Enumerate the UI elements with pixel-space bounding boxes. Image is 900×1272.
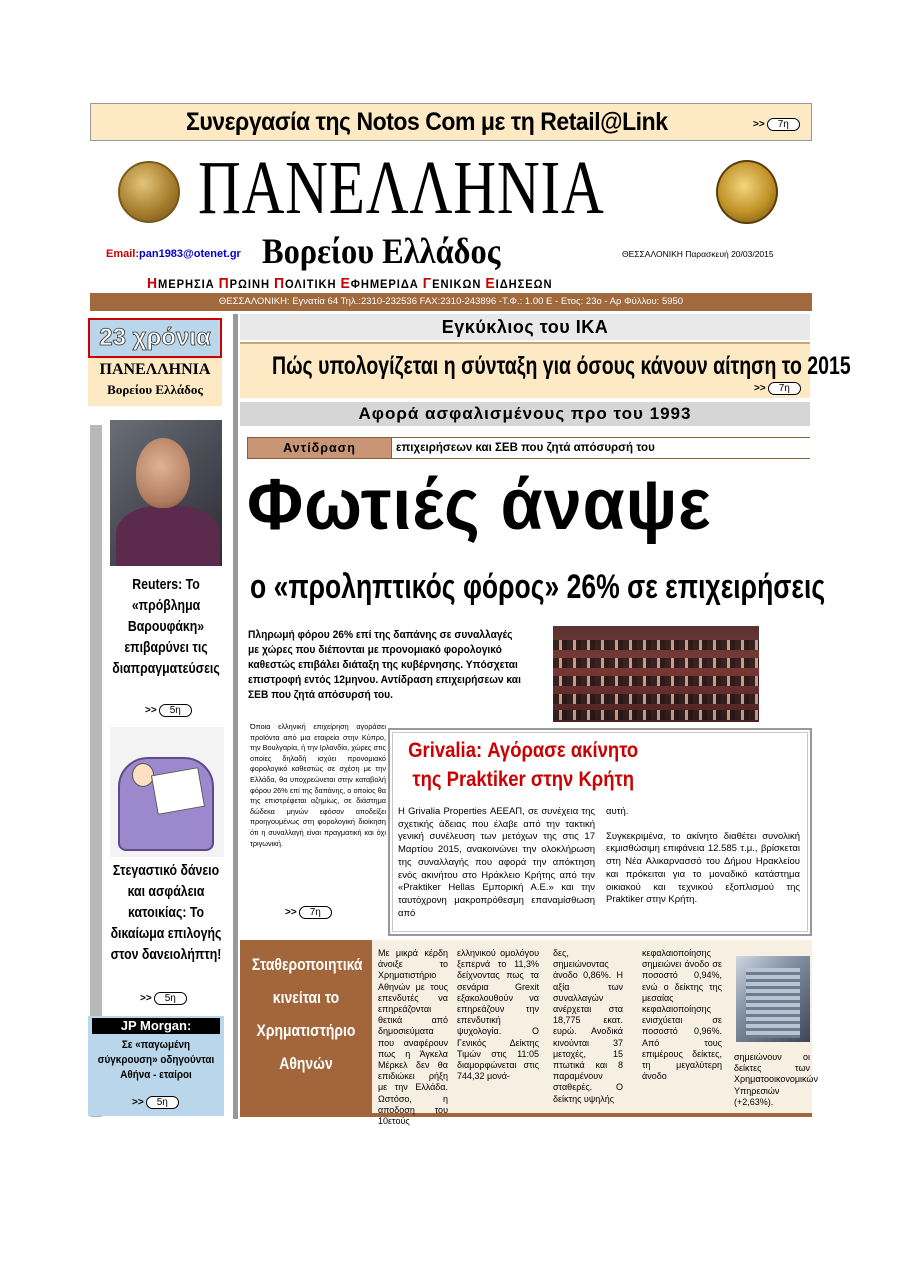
tagline-word: ΡΩΙΝΗ <box>229 277 274 291</box>
grivalia-headline[interactable] <box>400 736 646 794</box>
main-column-rule <box>233 314 238 1119</box>
lead-headline[interactable]: Φωτιές άναψε <box>247 465 712 545</box>
tagline-cap: Η <box>147 275 159 292</box>
publication-info-bar: ΘΕΣΣΑΛΟΝΙΚΗ: Εγνατία 64 Τηλ.:2310-232536 FAX:2310-243896 -Τ.Φ.: 1.00 Ε - Ετος: 23ο - Αρ Φύλλου: 5950 <box>90 293 812 311</box>
jp-morgan-title[interactable]: JP Morgan: <box>92 1018 220 1034</box>
athens-exchange-photo[interactable] <box>736 956 810 1042</box>
paper-name: ΠΑΝΕΛΛΗΝΙΑ <box>99 361 211 378</box>
ref-page: 7η <box>299 906 332 919</box>
market-column-2: ελληνικού ομολόγου ξεπερνά το 11,3% δείχνοντας πως τα σενάρια Grexit εξακολουθούν να επηρεάζουν την επενδυτική ψυχολογία. Ο Γενικός Δείκτης Τιμών στις 11:05 διαμορφώνεται στις 744,32 μονά- <box>457 948 539 1082</box>
varoufakis-photo[interactable] <box>110 420 222 566</box>
photo-figure-body <box>116 506 220 566</box>
dateline: ΘΕΣΣΑΛΟΝΙΚΗ Παρασκευή 20/03/2015 <box>622 249 774 259</box>
grivalia-headline-line-2[interactable]: της Praktiker στην Κρήτη <box>412 768 635 791</box>
tagline-word: ΜΕΡΗΣΙΑ <box>158 277 219 291</box>
ancient-coin-logo-right <box>716 160 778 224</box>
tagline-cap: Γ <box>422 275 433 292</box>
market-column-3: δες, σημειώνοντας άνοδο 0,86%. Η αξία των συναλλαγών ανέρχεται στα 18,775 εκατ. ευρώ. Ανοδικά κινούνται 37 μετοχές, 15 πτωτικά και 8 παραμένουν σταθερές. Ο δείκτης υψηλής <box>553 948 623 1104</box>
parliament-photo[interactable] <box>553 626 759 722</box>
ref-arrow: >> <box>753 119 765 130</box>
photo-row <box>553 676 759 686</box>
lead-body-text: Όποια ελληνική επιχείρηση αγοράσει προϊόντα από μια εταιρεία στην Κύπρο, την Βουλγαρία, ή την Ιρλανδία, χώρες στις οποίες δηλαδή ισχύει προνομιακό φορολογικό καθεστώς σε σχέση με την Ελλάδα, θα υποχρεώνεται στην καταβολή φόρου 26% επί της δαπάνης, ο οποίος θα της επιστρέφεται αζημίως, σε διάστημα δώδεκα μηνών εφόσον αποδείξει προηγουμένως στη φορολογική διοίκηση ότι η συναλλαγή είναι πραγματική και όχι τριγωνική. <box>250 722 386 848</box>
market-column-4: κεφαλαιοποίησης σημειώνει άνοδο σε ποσοστό 0,94%, ενώ ο δείκτης της μεσαίας κεφαλαιοποίησης ενισχύεται σε ποσοστό 0,96%. Από τους επιμέρους δείκτες, τη μεγαλύτερη άνοδο <box>642 948 722 1082</box>
ref-arrow: >> <box>754 383 766 394</box>
lead-subheadline[interactable]: ο «προληπτικός φόρος» 26% σε επιχειρήσεις <box>250 568 826 606</box>
photo-row <box>553 710 759 720</box>
loan-page-ref[interactable] <box>140 992 187 1005</box>
ika-headline[interactable]: Πώς υπολογίζεται η σύνταξη για όσους κάνουν αίτηση το 2015 <box>272 352 851 380</box>
tagline-cap: Ε <box>485 275 496 292</box>
ref-arrow: >> <box>145 705 157 716</box>
tagline-cap: Π <box>218 275 230 292</box>
masthead-tagline <box>147 275 553 292</box>
ancient-coin-logo-left <box>118 161 180 223</box>
email-label: Email: <box>106 248 140 260</box>
tagline-cap: Ε <box>340 275 351 292</box>
ref-arrow: >> <box>140 993 152 1004</box>
ika-kicker[interactable]: Εγκύκλιος του ΙΚΑ <box>240 314 810 340</box>
ref-arrow: >> <box>285 907 297 918</box>
masthead-title: ΠΑΝΕΛΛΗΝΙΑ <box>198 146 605 230</box>
ref-page: 5η <box>154 992 187 1005</box>
lead-page-ref[interactable] <box>285 906 332 919</box>
photo-row <box>553 640 759 650</box>
anniversary-paper-name <box>88 358 222 406</box>
email-link[interactable]: pan1983@otenet.gr <box>139 248 241 260</box>
jp-page-ref[interactable] <box>132 1096 179 1109</box>
reuters-headline[interactable]: Reuters: Το «πρόβλημα Βαρουφάκη» επιβαρύνει τις διαπραγματεύσεις <box>112 576 220 677</box>
paper-subname: Βορείου Ελλάδος <box>107 382 203 397</box>
grivalia-column-2 <box>606 806 800 907</box>
grivalia-column-1: Η Grivalia Properties ΑΕΕΑΠ, σε συνέχεια της σχετικής άδειας που έλαβε από την τακτική γενική συνέλευση των μετόχων της στις 17 Μαρτίου 2015, ανακοινώνει την ολοκλήρωση της συναλλαγής που αφορά την απόκτηση ενός ακινήτου στο Ηράκλειο Κρήτης από την «Praktiker Hellas Εμπορική Α.Ε.» και την ταυτόχρονη μακροπρόθεσμη επαναμίσθωση από <box>398 806 595 919</box>
loan-headline[interactable]: Στεγαστικό δάνειο και ασφάλεια κατοικίας: Το δικαίωμα επιλογής στον δανειολήπτη! <box>110 862 222 963</box>
ika-headline-box[interactable] <box>240 342 851 398</box>
tagline-word: ΟΛΙΤΙΚΗ <box>284 277 341 291</box>
top-banner-page-ref[interactable] <box>753 118 800 131</box>
newspaper-illustration <box>151 767 205 815</box>
market-column-5: σημειώνουν οι δείκτες των Χρηματοοικονομικών Υπηρεσιών (+2,63%). <box>734 1052 818 1107</box>
grivalia-column-2-start: αυτή. <box>606 806 629 817</box>
ref-page: 7η <box>767 118 800 131</box>
masthead-subtitle: Βορείου Ελλάδος <box>262 231 501 271</box>
ref-page: 5η <box>146 1096 179 1109</box>
reuters-page-ref[interactable] <box>145 704 192 717</box>
jp-morgan-text[interactable]: Σε «παγωμένη σύγκρουση» οδηγούνται Αθήνα - εταίροι <box>97 1039 215 1081</box>
anniversary-badge <box>88 318 222 358</box>
ika-page-ref[interactable] <box>754 382 801 395</box>
market-column-1: Με μικρά κέρδη άνοιξε το Χρηματιστήριο Αθηνών με τους επενδυτές να επηρεάζονται θετικά από δημοσιεύματα που αναφέρουν πως η Άγκελα Μέρκελ δεν θα επιδιώκει ρήξη με την Ελλάδα. Ωστόσο, η αποδοση του 10ετούς <box>378 948 448 1127</box>
photo-row <box>553 694 759 704</box>
ref-page: 5η <box>159 704 192 717</box>
ika-subline: Αφορά ασφαλισμένους προ του 1993 <box>240 402 810 426</box>
photo-figure-head <box>136 438 190 508</box>
tagline-word: ΕΝΙΚΩΝ <box>432 277 486 291</box>
photo-row <box>553 658 759 668</box>
email-contact[interactable] <box>106 248 241 260</box>
reading-man-cartoon[interactable] <box>110 727 224 857</box>
grivalia-column-2-para: Συγκεκριμένα, το ακίνητο διαθέτει συνολική εκμισθώσιμη επιφάνεια 12.585 τ.μ., βρίσκεται στη Νέα Αλικαρνασσό του Δήμου Ηρακλείου και πρόκειται για το μοναδικό κατάστημα οικιακού και τεχνικού εξοπλισμού της Praktiker στην Κρήτη. <box>606 830 800 906</box>
anniversary-text: 23 χρόνια <box>99 324 211 351</box>
ref-arrow: >> <box>132 1097 144 1108</box>
lead-kicker-line: επιχειρήσεων και ΣΕΒ που ζητά απόσυρσή του <box>392 437 810 459</box>
grivalia-headline-line-1[interactable]: Grivalia: Αγόρασε ακίνητο <box>408 739 639 762</box>
sidebar-shadow-rule <box>90 425 102 1117</box>
ref-page: 7η <box>768 382 801 395</box>
building-illustration <box>746 968 800 1038</box>
tagline-cap: Π <box>273 275 285 292</box>
top-banner-headline[interactable]: Συνεργασία της Notos Com με τη Retail@Link <box>186 108 668 136</box>
tagline-word: ΦΗΜΕΡΙΔΑ <box>350 277 423 291</box>
top-banner[interactable] <box>90 103 812 141</box>
lead-summary: Πληρωμή φόρου 26% επί της δαπάνης σε συναλλαγές με χώρες που διέπονται με προνομιακό φορολογικό καθεστώς επιβάλει διάταξη της κυβέρνησης. Υπόσχεται επιστροφή εντός 12μηνου. Αντίδραση επιχειρήσεων και ΣΕΒ που ζητά απόσυρσή του. <box>248 629 521 701</box>
lead-kicker-box: Αντίδραση <box>247 437 392 459</box>
tagline-word: ΙΔΗΣΕΩΝ <box>495 277 553 291</box>
market-headline[interactable]: Σταθεροποιητικά κινείται το Χρηματιστήριο Αθηνών <box>251 955 363 1073</box>
